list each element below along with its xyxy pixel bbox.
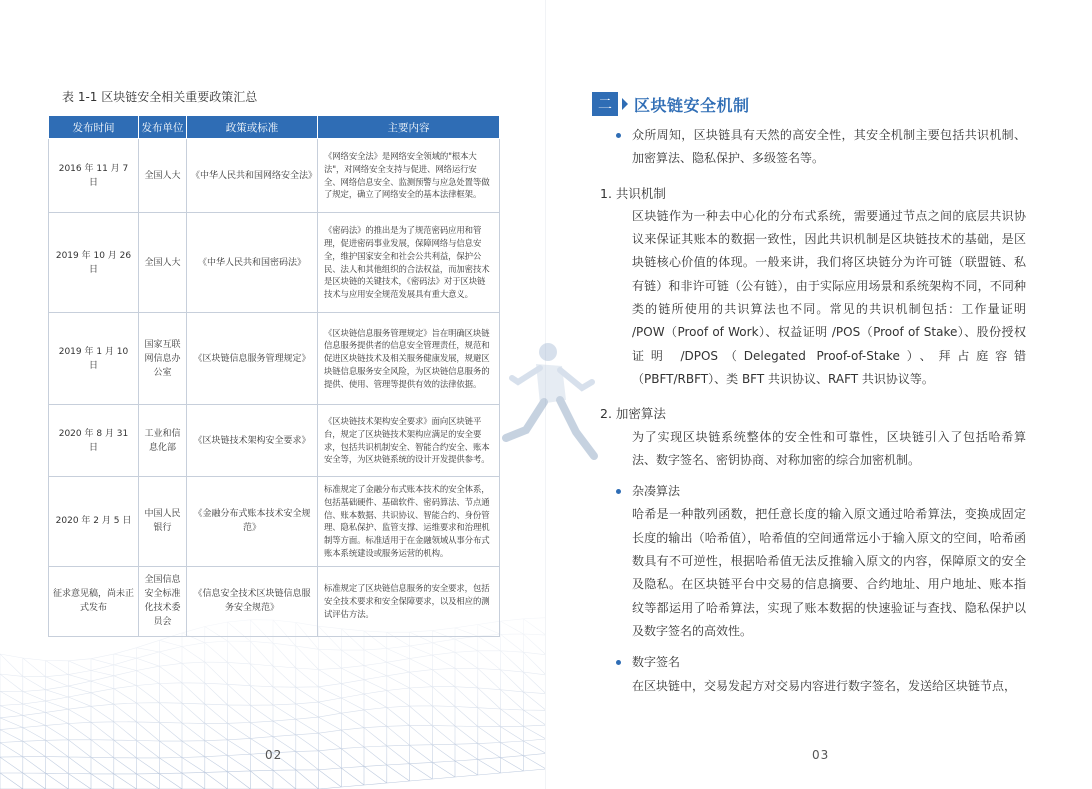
table-row	[49, 313, 500, 405]
section-heading	[592, 92, 750, 116]
cell-issuer: 工业和信息化部	[139, 405, 187, 477]
cell-issuer: 全国信息安全标准化技术委员会	[139, 566, 187, 636]
signature-heading	[616, 651, 1026, 674]
cell-policy: 《区块链技术架构安全要求》	[187, 405, 318, 477]
crypto-paragraph: 为了实现区块链系统整体的安全性和可靠性，区块链引入了包括哈希算法、数字签名、密钥协商、对称加密的综合加密机制。	[632, 429, 1026, 467]
triangle-arrow-icon	[622, 98, 628, 110]
bullet-dot-icon	[616, 489, 621, 494]
cell-content: 《区块链技术架构安全要求》面向区块链平台，规定了区块链技术架构应满足的安全要求，包括共识机制安全、智能合约安全、账本安全等，为区块链系统的设计开发提供参考。	[318, 405, 500, 477]
hash-title: 杂凑算法	[632, 484, 681, 499]
header-content: 主要内容	[318, 117, 500, 139]
signature-paragraph: 在区块链中，交易发起方对交易内容进行数字签名，发送给区块链节点，	[632, 678, 1017, 693]
cell-content: 《区块链信息服务管理规定》旨在明确区块链信息服务提供者的信息安全管理责任，规范和促进区块链技术及相关服务健康发展，规避区块链信息服务安全风险，为区块链信息服务的提供、使用、管理等提供有效的法律依据。	[318, 313, 500, 405]
header-issuer: 发布单位	[139, 117, 187, 139]
section-title: 区块链安全机制	[634, 95, 750, 115]
cell-date: 2020 年 2 月 5 日	[49, 477, 139, 567]
cell-policy: 《信息安全技术区块链信息服务安全规范》	[187, 566, 318, 636]
consensus-paragraph: 区块链作为一种去中心化的分布式系统，需要通过节点之间的底层共识协议来保证其账本的数据一致性，因此共识机制是区块链技术的基础，是区块链核心价值的体现。一般来讲，我们将区块链分为许可链（联盟链、私有链）和非许可链（公有链），由于实际应用场景和系统架构不同，不同种类的链所使用的共识算法也不同。常见的共识机制包括：工作量证明 /POW（Proof of Work）、权益证明 /POS（Proof of Stake）、股份授权证明 /DPOS（Delegated Proof-of-Stake）、拜占庭容错（PBFT/RBFT）、类 BFT 共识协议、RAFT 共识协议等。	[632, 208, 1026, 386]
cell-date: 2019 年 1 月 10 日	[49, 313, 139, 405]
section-number-badge: 二	[592, 92, 618, 116]
table-row	[49, 566, 500, 636]
cell-issuer: 中国人民银行	[139, 477, 187, 567]
table-row	[49, 213, 500, 313]
cell-content: 标准规定了区块链信息服务的安全要求，包括安全技术要求和安全保障要求，以及相应的测试评估方法。	[318, 566, 500, 636]
cell-content: 《网络安全法》是网络安全领域的"根本大法"，对网络安全支持与促进、网络运行安全、网络信息安全、监测预警与应急处置等做了规定，确立了网络安全的基本法律框架。	[318, 139, 500, 213]
page-number-left: 02	[265, 748, 283, 762]
cell-date: 2020 年 8 月 31 日	[49, 405, 139, 477]
table-caption: 表 1-1 区块链安全相关重要政策汇总	[62, 90, 258, 104]
table-row	[49, 139, 500, 213]
bullet-dot-icon	[616, 660, 621, 665]
section-body	[600, 124, 1026, 698]
cell-content: 标准规定了金融分布式账本技术的安全体系，包括基础硬件、基础软件、密码算法、节点通信、账本数据、共识协议、智能合约、身份管理、隐私保护、监管支撑、运维要求和治理机制等方面。标准适用于在金融领域从事分布式账本系统建设或服务运营的机构。	[318, 477, 500, 567]
cell-date: 征求意见稿，尚未正式发布	[49, 566, 139, 636]
subsection-title-consensus: 1. 共识机制	[600, 185, 666, 201]
bullet-dot-icon	[616, 133, 621, 138]
cell-date: 2016 年 11 月 7 日	[49, 139, 139, 213]
cell-policy: 《中华人民共和国密码法》	[187, 213, 318, 313]
cell-content: 《密码法》的推出是为了规范密码应用和管理，促进密码事业发展，保障网络与信息安全，维护国家安全和社会公共利益，保护公民、法人和其他组织的合法权益，而加密技术是区块链的关键技术，《密码法》对于区块链技术与应用安全规范发展具有重大意义。	[318, 213, 500, 313]
right-page	[546, 0, 1092, 789]
cell-policy: 《金融分布式账本技术安全规范》	[187, 477, 318, 567]
policy-table	[48, 116, 500, 637]
cell-policy: 《中华人民共和国网络安全法》	[187, 139, 318, 213]
table-header-row	[49, 117, 500, 139]
header-date: 发布时间	[49, 117, 139, 139]
table-row	[49, 477, 500, 567]
hash-paragraph: 哈希是一种散列函数，把任意长度的输入原文通过哈希算法，变换成固定长度的输出（哈希值），哈希值的空间通常远小于输入原文的空间，哈希函数具有不可逆性，根据哈希值无法反推输入原文的内容，保障原文的安全及隐私。在区块链平台中交易的信息摘要、合约地址、用户地址、账本指纹等都运用了哈希算法，实现了账本数据的快速验证与查找、隐私保护以及数字签名的高效性。	[632, 507, 1026, 638]
cell-issuer: 全国人大	[139, 213, 187, 313]
cell-issuer: 全国人大	[139, 139, 187, 213]
intro-text: 众所周知，区块链具有天然的高安全性，其安全机制主要包括共识机制、加密算法、隐私保护、多级签名等。	[632, 128, 1026, 166]
cell-date: 2019 年 10 月 26 日	[49, 213, 139, 313]
cell-policy: 《区块链信息服务管理规定》	[187, 313, 318, 405]
subsection-title-crypto: 2. 加密算法	[600, 406, 666, 422]
header-policy: 政策或标准	[187, 117, 318, 139]
table-row	[49, 405, 500, 477]
intro-paragraph	[616, 124, 1026, 171]
signature-title: 数字签名	[632, 655, 681, 670]
hash-heading	[616, 480, 1026, 503]
page-number-right: 03	[812, 748, 830, 762]
cell-issuer: 国家互联网信息办公室	[139, 313, 187, 405]
